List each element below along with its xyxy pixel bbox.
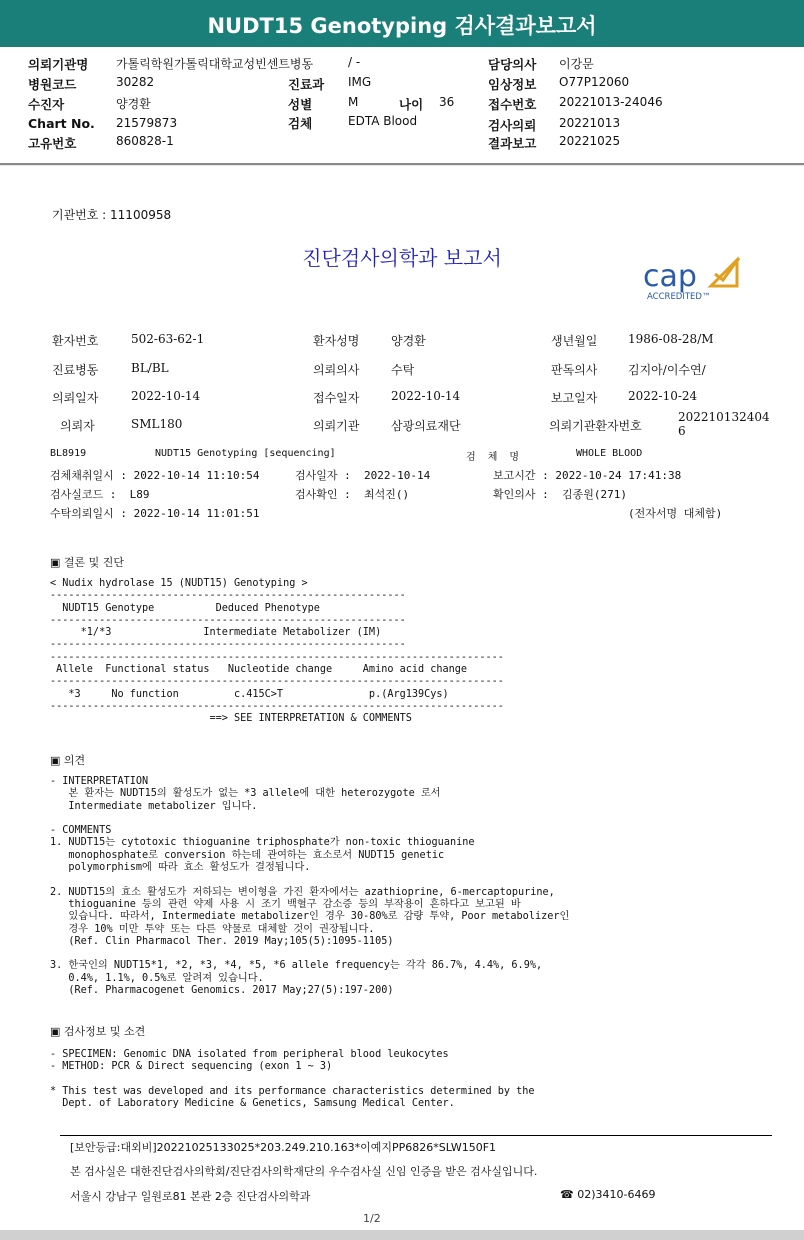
value-request-day: 2022-10-14 <box>131 389 201 403</box>
value-requesting-doctor: 수탁 <box>391 363 415 377</box>
label-institution-patient-no: 의뢰기관환자번호 <box>549 419 642 433</box>
collection-datetime: 검체채취일시 : 2022-10-14 11:10:54 <box>50 469 260 482</box>
value-birthdate: 1986-08-28/M <box>628 332 714 346</box>
label-birthdate: 생년월일 <box>551 334 598 348</box>
value-reading-doctor: 김지아/이수연/ <box>628 363 706 377</box>
value-age: 36 <box>439 95 455 109</box>
value-requester: SML180 <box>131 417 183 431</box>
label-requesting-institution: 의뢰기관 <box>313 419 360 433</box>
label-hospital-code: 병원코드 <box>28 77 77 92</box>
value-institution: 가톨릭학원가톨릭대학교성빈센트병동 <box>116 57 314 71</box>
value-patient: 양경환 <box>116 97 151 111</box>
report-title-bar <box>0 0 804 47</box>
section-conclusion-title: ▣ 결론 및 진단 <box>50 556 125 569</box>
test-name: NUDT15 Genotyping [sequencing] <box>155 448 336 459</box>
label-ward: 진료병동 <box>52 363 99 377</box>
report-time: 보고시간 : 2022-10-24 17:41:38 <box>493 469 682 482</box>
page-number: 1/2 <box>363 1212 381 1225</box>
value-ward-code: BL/BL <box>131 361 169 375</box>
specimen-name-value: WHOLE BLOOD <box>576 448 643 459</box>
report-heading: 진단검사의학과 보고서 <box>302 246 502 270</box>
value-hospital-code: 30282 <box>116 75 155 89</box>
label-report-date: 결과보고 <box>488 136 537 151</box>
label-clinical-info: 임상정보 <box>488 77 537 92</box>
confirming-doctor: 확인의사 : 김종원(271) <box>493 488 627 501</box>
value-ward: / - <box>348 55 361 69</box>
label-sex: 성별 <box>288 97 313 112</box>
label-receipt-day: 접수일자 <box>313 391 360 405</box>
genotype-result-table: < Nudix hydrolase 15 (NUDT15) Genotyping > ---------------------------------------------------------- NUDT15 Genotype Deduced Phenotype ---------------------------------------------------------- *1/*3 Intermediate Metabolizer (IM) ---------------------------------------------------------- -------------------------------------------------------------------------- Allele Functional status Nucleotide change Amino acid change -------------------------------------------------------------------------- *3 No function c.415C>T p.(Arg139Cys) -------------------------------------------------------------------------- ==> SEE INTERPRETATION & COMMENTS <box>50 578 504 725</box>
label-patient-name: 환자성명 <box>313 334 360 348</box>
label-dept: 진료과 <box>288 77 325 92</box>
lab-address: 서울시 강남구 일원로81 본관 2층 진단검사의학과 <box>70 1190 311 1203</box>
value-unique-no: 860828-1 <box>116 134 174 148</box>
test-method-info: - SPECIMEN: Genomic DNA isolated from peripheral blood leukocytes - METHOD: PCR & Direct sequencing (exon 1 ~ 3) * This test was developed and its performance characteristics determined by the Dept. of Laboratory Medicine & Genetics, Samsung Medical Center. <box>50 1049 535 1110</box>
value-receipt-no: 20221013-24046 <box>559 95 663 109</box>
label-reading-doctor: 판독의사 <box>551 363 598 377</box>
label-age: 나이 <box>399 97 424 112</box>
page-bottom-edge <box>0 1230 804 1240</box>
value-patient-name: 양경환 <box>391 334 426 348</box>
label-patient: 수진자 <box>28 97 65 112</box>
footer-divider <box>60 1135 772 1136</box>
value-chart-no: 21579873 <box>116 116 178 130</box>
cap-logo-subtitle: ACCREDITED™ <box>647 292 711 302</box>
value-requesting-institution: 삼광의료재단 <box>391 419 461 433</box>
section-test-info-title: ▣ 검사정보 및 소견 <box>50 1025 146 1038</box>
specimen-name-label: 검 체 명 <box>466 452 520 463</box>
test-code: BL8919 <box>50 448 87 459</box>
label-requesting-doctor: 의뢰의사 <box>313 363 360 377</box>
section-opinion-title: ▣ 의견 <box>50 754 86 767</box>
label-requester: 의뢰자 <box>60 419 95 433</box>
value-report-day: 2022-10-24 <box>628 389 698 403</box>
value-report-date: 20221025 <box>559 134 621 148</box>
test-date: 검사일자 : 2022-10-14 <box>295 469 431 482</box>
cap-logo-word: cap <box>643 259 697 294</box>
value-dept: IMG <box>348 75 372 89</box>
label-report-day: 보고일자 <box>551 391 598 405</box>
e-signature-note: (전자서명 대체함) <box>628 507 723 520</box>
label-unique-no: 고유번호 <box>28 136 77 151</box>
label-request-day: 의뢰일자 <box>52 391 99 405</box>
label-doctor: 담당의사 <box>488 57 537 72</box>
value-specimen: EDTA Blood <box>348 114 418 128</box>
interpretation-comments: - INTERPRETATION 본 환자는 NUDT15의 활성도가 없는 *3 allele에 대한 heterozygote 로서 Intermediate metabolizer 입니다. - COMMENTS 1. NUDT15는 cytotoxic thioguanine triphosphate가 non-toxic thioguanine monophosphate로 conversion 하는데 관여하는 효소로서 NUDT15 genetic polymorphism에 따라 효소 활성도가 결정됩니다. 2. NUDT15의 효소 활성도가 저하되는 변이형을 가진 환자에서는 azathioprine, 6-mercaptopurine, thioguanine 등의 관련 약제 사용 시 조기 백혈구 감소증 등의 부작용이 흔하다고 보고된 바 있습니다. 따라서, Intermediate metabolizer인 경우 30-80%로 감량 투약, Poor metabolizer인 경우 10% 미만 투약 또는 다른 약물로 대체할 것이 권장됩니다. (Ref. Clin Pharmacol Ther. 2019 May;105(5):1095-1105) 3. 한국인의 NUDT15*1, *2, *3, *4, *5, *6 allele frequency는 각각 86.7%, 4.4%, 6.9%, 0.4%, 1.1%, 0.5%로 알려져 있습니다. (Ref. Pharmacogenet Genomics. 2017 May;27(5):197-200) <box>50 776 570 997</box>
label-specimen: 검체 <box>288 116 313 131</box>
label-request-date: 검사의뢰 <box>488 118 537 133</box>
value-receipt-day: 2022-10-14 <box>391 389 461 403</box>
value-patient-no: 502-63-62-1 <box>131 332 205 346</box>
cap-accredited-logo <box>641 252 745 302</box>
lab-phone: ☎ 02)3410-6469 <box>560 1188 656 1201</box>
value-institution-patient-no: 202210132404 6 <box>678 410 770 438</box>
label-chart-no: Chart No. <box>28 116 95 131</box>
value-doctor: 이강문 <box>559 57 594 71</box>
label-institution: 의뢰기관명 <box>28 57 89 72</box>
lab-code: 검사실코드 : L89 <box>50 488 150 501</box>
test-verified-by: 검사확인 : 최석진() <box>295 488 410 501</box>
label-patient-no: 환자번호 <box>52 334 99 348</box>
value-clinical-info: O77P12060 <box>559 75 630 89</box>
report-title: NUDT15 Genotyping 검사결과보고서 <box>207 14 597 38</box>
consignment-datetime: 수탁의뢰일시 : 2022-10-14 11:01:51 <box>50 507 260 520</box>
header-info <box>0 47 804 165</box>
report-page <box>0 166 804 1230</box>
certification-text: 본 검사실은 대한진단검사의학회/진단검사의학재단의 우수검사실 신임 인증을 받은 검사실입니다. <box>70 1165 538 1178</box>
label-receipt-no: 접수번호 <box>488 97 537 112</box>
value-sex: M <box>348 95 359 109</box>
security-stamp: [보안등급:대외비]20221025133025*203.249.210.163*이예지PP6826*SLW150F1 <box>70 1141 497 1154</box>
value-request-date: 20221013 <box>559 116 621 130</box>
institution-number: 기관번호 : 11100958 <box>52 208 172 222</box>
